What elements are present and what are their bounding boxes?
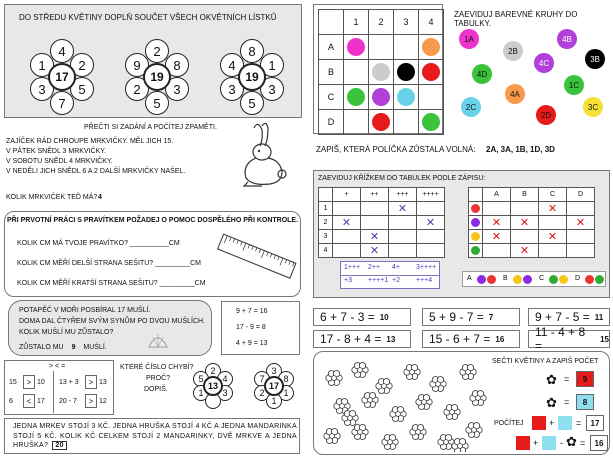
fruit-legend-dot bbox=[559, 275, 568, 284]
missing-petal: 1 bbox=[278, 385, 294, 401]
tally2-cell[interactable] bbox=[482, 229, 511, 244]
flower-petal: 5 bbox=[240, 91, 264, 115]
cross-mark: ✕ bbox=[491, 231, 502, 243]
ruler-icon bbox=[213, 232, 299, 284]
grid-cell[interactable] bbox=[343, 59, 369, 85]
tally2-cell[interactable] bbox=[566, 243, 595, 258]
tally-row-header: 2 bbox=[318, 215, 333, 230]
grid-cell[interactable] bbox=[393, 109, 419, 135]
grid-cell[interactable] bbox=[393, 84, 419, 110]
fruit-legend-letter: A bbox=[467, 275, 472, 282]
flower-petal: 3 bbox=[165, 77, 189, 101]
grid-color-dot bbox=[397, 88, 415, 106]
ruler-heading: PŘI PRVOTNÍ PRÁCI S PRAVÍTKEM POŽADEJ O POMOC DOSPĚLÉHO PŘI KONTROLE. bbox=[7, 217, 299, 224]
equation bbox=[422, 308, 520, 326]
count-answer-blue[interactable]: 8 bbox=[576, 394, 594, 410]
tally-title: ZAEVIDUJ KŘÍŽKEM DO TABULEK PODLE ZÁPISU: bbox=[318, 175, 486, 182]
grid-col-header: 2 bbox=[368, 9, 394, 35]
rabbit-line: V SOBOTU SNĚDL 4 MRKVIČKY. bbox=[6, 158, 113, 165]
fruit-legend-letter: B bbox=[503, 275, 508, 282]
fruit-legend-dot bbox=[477, 275, 486, 284]
circle-2B: 2B bbox=[503, 41, 523, 61]
blue-square bbox=[542, 436, 556, 450]
circle-2C: 2C bbox=[461, 97, 481, 117]
equals-sign: = bbox=[580, 438, 586, 448]
legend-item: +2 bbox=[392, 277, 400, 284]
equation bbox=[528, 308, 610, 326]
flower-icon: ✿ bbox=[546, 372, 557, 387]
flower-center[interactable]: 17 bbox=[48, 63, 76, 91]
compare-panel bbox=[4, 360, 114, 415]
color-grid-panel bbox=[313, 4, 443, 134]
fruit-legend-letter: C bbox=[539, 275, 545, 282]
rabbit-line: ZAJÍČEK RÁD CHROUPE MRKVIČKY. MĚL JICH 15. bbox=[6, 138, 174, 145]
circle-1A: 1A bbox=[459, 29, 479, 49]
equals-sign: = bbox=[564, 397, 570, 407]
grid-color-dot bbox=[347, 38, 365, 56]
flower-sum-title: DO STŘEDU KVĚTINY DOPLŇ SOUČET VŠECH OKVĚTNÍCH LÍSTKŮ bbox=[19, 13, 277, 22]
tally2-cell[interactable] bbox=[538, 215, 567, 230]
tally2-cell[interactable] bbox=[510, 215, 539, 230]
tally2-header: B bbox=[510, 187, 539, 202]
tally2-cell bbox=[468, 187, 483, 202]
grid-cell[interactable] bbox=[368, 34, 394, 60]
missing-petal: 3 bbox=[217, 385, 233, 401]
tally-cell[interactable] bbox=[332, 229, 361, 244]
tally-legend bbox=[340, 261, 440, 289]
cross-mark: ✕ bbox=[519, 245, 530, 257]
tally2-cell[interactable] bbox=[538, 229, 567, 244]
flower-petal: 4 bbox=[220, 53, 244, 77]
tally2-cell[interactable] bbox=[566, 215, 595, 230]
equation bbox=[422, 330, 520, 348]
fruit-panel bbox=[4, 418, 300, 454]
grid-cell[interactable] bbox=[368, 84, 394, 110]
fruit-icon bbox=[468, 243, 483, 258]
equation-text: 11 - 4 + 8 = bbox=[535, 325, 586, 353]
tally-header: ++ bbox=[360, 187, 389, 202]
flower-petal: 4 bbox=[50, 39, 74, 63]
circle-3B: 3B bbox=[585, 49, 605, 69]
count-panel bbox=[313, 351, 610, 455]
rabbit-icon bbox=[232, 120, 294, 190]
missing-petal: 2 bbox=[205, 363, 221, 379]
tally2-cell[interactable] bbox=[482, 201, 511, 216]
tally2-header: A bbox=[482, 187, 511, 202]
rabbit-line: V PÁTEK SNĚDL 3 MRKVIČKY. bbox=[6, 148, 106, 155]
grid-cell[interactable] bbox=[343, 84, 369, 110]
equation-text: 9 + 7 - 5 = bbox=[535, 310, 590, 324]
tally-cell[interactable] bbox=[360, 229, 389, 244]
tally2-cell[interactable] bbox=[510, 243, 539, 258]
fruit-dot bbox=[471, 232, 480, 241]
tally-cell[interactable] bbox=[388, 229, 417, 244]
shells-calc-box bbox=[221, 301, 300, 355]
grid-color-dot bbox=[422, 113, 440, 131]
tally-header: +++ bbox=[388, 187, 417, 202]
red-square bbox=[516, 436, 530, 450]
flower-petal: 2 bbox=[125, 77, 149, 101]
grid-color-dot bbox=[372, 113, 390, 131]
missing-petal: 7 bbox=[254, 371, 270, 387]
equals-sign: = bbox=[576, 418, 582, 428]
count-result-1[interactable]: 17 bbox=[586, 415, 604, 431]
minus-sign: - bbox=[560, 438, 563, 448]
flower-petal: 7 bbox=[50, 91, 74, 115]
grid-cell[interactable] bbox=[418, 59, 444, 85]
flower-icon: ✿ bbox=[546, 395, 557, 410]
flower-petal: 3 bbox=[220, 77, 244, 101]
tally-cell[interactable] bbox=[388, 215, 417, 230]
shells-line: KOLIK MUŠLÍ MU ZŮSTALO? bbox=[19, 329, 114, 336]
tally-cell[interactable] bbox=[388, 243, 417, 258]
flower-petal: 3 bbox=[260, 77, 284, 101]
grid-row-header: C bbox=[318, 84, 344, 110]
flower-petal: 2 bbox=[145, 39, 169, 63]
compare-left: 20 - 7 bbox=[59, 398, 77, 405]
legend-item: 3++++ bbox=[416, 264, 437, 271]
grid-cell[interactable] bbox=[393, 34, 419, 60]
grid-cell[interactable] bbox=[368, 109, 394, 135]
fruit-text bbox=[13, 422, 297, 451]
tally2-cell[interactable] bbox=[482, 243, 511, 258]
cross-mark: ✕ bbox=[547, 203, 558, 215]
shells-line: POTAPĚČ V MOŘI POSBÍRAL 17 MUŠLÍ. bbox=[19, 307, 151, 314]
cross-mark: ✕ bbox=[491, 217, 502, 229]
shell-icon bbox=[147, 331, 169, 351]
equation bbox=[313, 308, 411, 326]
missing-petal: 1 bbox=[193, 385, 209, 401]
equation bbox=[528, 325, 610, 353]
legend-divider bbox=[341, 275, 439, 276]
equation-answer[interactable]: 15 bbox=[600, 334, 609, 344]
fruit-legend-dot bbox=[595, 275, 604, 284]
missing-petal: 4 bbox=[217, 371, 233, 387]
tally2-cell[interactable] bbox=[566, 229, 595, 244]
fruit-dot bbox=[471, 204, 480, 213]
fruit-icon bbox=[468, 201, 483, 216]
missing-petal: 1 bbox=[266, 393, 282, 409]
missing-petal: 5 bbox=[193, 371, 209, 387]
count-label: POČÍTEJ bbox=[494, 420, 524, 427]
ruler-question-1[interactable]: KOLIK CM MÁ TVOJE PRAVÍTKO? __________CM bbox=[17, 240, 180, 247]
circle-2D: 2D bbox=[536, 105, 556, 125]
plus-sign: + bbox=[549, 418, 555, 428]
tally-cell bbox=[318, 187, 333, 202]
equation-answer[interactable]: 7 bbox=[488, 312, 494, 322]
grid-color-dot bbox=[397, 63, 415, 81]
circle-4C: 4C bbox=[534, 53, 554, 73]
missing-question: KTERÉ ČÍSLO CHYBÍ? bbox=[120, 364, 194, 371]
tally2-cell[interactable] bbox=[538, 243, 567, 258]
grid-cell[interactable] bbox=[368, 59, 394, 85]
flower-petal: 1 bbox=[260, 53, 284, 77]
legend-item: ++++1 bbox=[368, 277, 389, 284]
flower-petal: 1 bbox=[30, 53, 54, 77]
equation bbox=[313, 330, 411, 348]
missing-why: PROČ? bbox=[146, 375, 171, 382]
grid-cell[interactable] bbox=[343, 109, 369, 135]
tally2-cell[interactable] bbox=[510, 201, 539, 216]
compare-right: 17 bbox=[37, 398, 45, 405]
shells-calc-1: 9 + 7 = 16 bbox=[236, 308, 268, 315]
compare-left: 15 bbox=[9, 379, 17, 386]
equation-text: 6 + 7 - 3 = bbox=[320, 310, 375, 324]
blue-square bbox=[558, 416, 572, 430]
tally2-header: D bbox=[566, 187, 595, 202]
tally-cell[interactable] bbox=[416, 243, 445, 258]
fruit-legend-letter: D bbox=[575, 275, 581, 282]
fruit-legend bbox=[462, 271, 606, 287]
flower-icon: ✿ bbox=[566, 434, 577, 449]
free-cells-question: ZAPIŠ, KTERÁ POLÍČKA ZŮSTALA VOLNÁ: bbox=[316, 145, 476, 154]
compare-right: 13 bbox=[99, 379, 107, 386]
fruit-question: JEDNA MRKEV STOJÍ 3 KČ. JEDNA HRUŠKA STOJÍ 4 KČ A JEDNA MANDARINKA STOJÍ 5 KČ. KOLIK KČ CELKEM STOJÍ 2 MANDARINKY, DVĚ MRKVE A JEDNA HRUŠKA? bbox=[13, 423, 297, 449]
cross-mark: ✕ bbox=[519, 217, 530, 229]
count-answer-red[interactable]: 9 bbox=[576, 371, 594, 387]
rabbit-answer[interactable]: 4 bbox=[98, 194, 102, 201]
cross-mark: ✕ bbox=[547, 231, 558, 243]
compare-sign[interactable]: > bbox=[85, 375, 97, 389]
compare-left: 6 bbox=[9, 398, 13, 405]
missing-petal: 3 bbox=[266, 363, 282, 379]
flower-petal: 5 bbox=[145, 91, 169, 115]
ruler-panel bbox=[4, 211, 301, 297]
tally-cell[interactable] bbox=[360, 201, 389, 216]
cross-mark: ✕ bbox=[341, 217, 352, 229]
grid-cell bbox=[318, 9, 344, 35]
flower-center[interactable]: 19 bbox=[143, 63, 171, 91]
compare-sign[interactable]: > bbox=[85, 394, 97, 408]
missing-petal: 2 bbox=[254, 385, 270, 401]
compare-sign[interactable]: < bbox=[23, 394, 35, 408]
cross-mark: ✕ bbox=[397, 203, 408, 215]
cross-mark: ✕ bbox=[369, 245, 380, 257]
grid-row-header: B bbox=[318, 59, 344, 85]
flower-petal: 8 bbox=[165, 53, 189, 77]
tally2-cell[interactable] bbox=[510, 229, 539, 244]
fruit-answer[interactable]: 20 bbox=[52, 441, 66, 450]
fruit-icon bbox=[468, 229, 483, 244]
tally-cell[interactable] bbox=[416, 229, 445, 244]
flower-petal: 2 bbox=[70, 53, 94, 77]
shells-remain-unit: MUŠLÍ. bbox=[83, 344, 107, 351]
tally-cell[interactable] bbox=[416, 201, 445, 216]
compare-right: 12 bbox=[99, 398, 107, 405]
circle-1C: 1C bbox=[564, 75, 584, 95]
grid-cell[interactable] bbox=[418, 109, 444, 135]
fruit-legend-dot bbox=[549, 275, 558, 284]
count-title: SEČTI KVĚTINY A ZAPIŠ POČET bbox=[492, 358, 599, 365]
rabbit-question: KOLIK MRKVIČEK TEĎ MÁ? bbox=[6, 194, 98, 201]
tally2-header: C bbox=[538, 187, 567, 202]
count-result-2[interactable]: 16 bbox=[590, 435, 608, 451]
flower-petal: 8 bbox=[240, 39, 264, 63]
cross-mark: ✕ bbox=[369, 231, 380, 243]
shells-calc-2: 17 - 9 = 8 bbox=[236, 324, 266, 331]
tally-cell[interactable] bbox=[360, 243, 389, 258]
circle-3C: 3C bbox=[583, 97, 603, 117]
plus-sign: + bbox=[533, 438, 539, 448]
flower-center[interactable]: 19 bbox=[238, 63, 266, 91]
circle-4A: 4A bbox=[505, 84, 525, 104]
shells-panel bbox=[8, 300, 212, 356]
circle-4D: 4D bbox=[472, 64, 492, 84]
circles-title: ZAEVIDUJ BAREVNÉ KRUHY DO TABULKY. bbox=[454, 10, 578, 28]
shells-remain-label: ZŮSTALO MU bbox=[19, 344, 64, 351]
grid-color-dot bbox=[422, 38, 440, 56]
equation-answer[interactable]: 13 bbox=[386, 334, 396, 344]
fruit-legend-dot bbox=[487, 275, 496, 284]
grid-col-header: 3 bbox=[393, 9, 419, 35]
tally-cell[interactable] bbox=[332, 215, 361, 230]
legend-item: 4+ bbox=[392, 264, 400, 271]
compare-header: > < = bbox=[49, 363, 66, 370]
tally2-cell[interactable] bbox=[566, 201, 595, 216]
grid-color-dot bbox=[372, 88, 390, 106]
shells-remain bbox=[19, 344, 107, 351]
compare-right: 10 bbox=[37, 379, 45, 386]
tally-header: + bbox=[332, 187, 361, 202]
flower-petal: 5 bbox=[70, 77, 94, 101]
rabbit-line: V NEDĚLI JICH SNĚDL 6 A 2 DALŠÍ MRKVIČKY NAŠEL. bbox=[6, 168, 186, 175]
grid-col-header: 4 bbox=[418, 9, 444, 35]
tally2-cell[interactable] bbox=[482, 215, 511, 230]
shells-calc-3: 4 + 9 = 13 bbox=[236, 340, 268, 347]
fruit-legend-dot bbox=[513, 275, 522, 284]
tally-cell[interactable] bbox=[332, 243, 361, 258]
missing-write: DOPIŠ. bbox=[144, 386, 168, 393]
compare-divider bbox=[53, 371, 54, 413]
tally-row-header: 4 bbox=[318, 243, 333, 258]
free-cells-answer[interactable]: 2A, 3A, 1B, 1D, 3D bbox=[486, 145, 555, 154]
grid-color-dot bbox=[372, 63, 390, 81]
tally-cell[interactable] bbox=[388, 201, 417, 216]
equation-answer[interactable]: 10 bbox=[379, 312, 389, 322]
compare-left: 13 + 3 bbox=[59, 379, 79, 386]
equation-answer[interactable]: 11 bbox=[594, 312, 604, 322]
equation-text: 15 - 6 + 7 = bbox=[429, 332, 491, 346]
grid-row-header: A bbox=[318, 34, 344, 60]
cross-mark: ✕ bbox=[575, 217, 586, 229]
fruit-dot bbox=[471, 218, 480, 227]
legend-item: 2++ bbox=[368, 264, 381, 271]
legend-item: +3 bbox=[344, 277, 352, 284]
shells-remain-value[interactable]: 9 bbox=[71, 344, 76, 351]
grid-cell[interactable] bbox=[393, 59, 419, 85]
ruler-question-2[interactable]: KOLIK CM MĚŘÍ DELŠÍ STRANA SEŠITU? _________CM bbox=[17, 260, 202, 267]
missing-center: 13 bbox=[203, 376, 223, 396]
shells-line: DOMA DAL ČTYŘEM SVÝM SYNŮM PO DVOU MUŠLÍCH. bbox=[19, 318, 206, 325]
red-square bbox=[532, 416, 546, 430]
grid-cell[interactable] bbox=[343, 34, 369, 60]
flower-sum-panel bbox=[4, 4, 302, 118]
missing-center: 17 bbox=[264, 376, 284, 396]
grid-color-dot bbox=[347, 88, 365, 106]
flower-petal: 9 bbox=[125, 53, 149, 77]
missing-petal: 8 bbox=[278, 371, 294, 387]
count-flowers-icon bbox=[320, 358, 490, 452]
grid-col-header: 1 bbox=[343, 9, 369, 35]
tally-row-header: 1 bbox=[318, 201, 333, 216]
tally2-cell[interactable] bbox=[538, 201, 567, 216]
tally-panel bbox=[313, 170, 610, 298]
compare-sign[interactable]: > bbox=[23, 375, 35, 389]
grid-row-header: D bbox=[318, 109, 344, 135]
legend-item: +++4 bbox=[416, 277, 433, 284]
cross-mark: ✕ bbox=[425, 217, 436, 229]
tally-row-header: 3 bbox=[318, 229, 333, 244]
equals-sign: = bbox=[564, 374, 570, 384]
fruit-dot bbox=[471, 246, 480, 255]
tally-cell[interactable] bbox=[416, 215, 445, 230]
fruit-legend-dot bbox=[585, 275, 594, 284]
ruler-question-3[interactable]: KOLIK CM MĚŘÍ KRATŠÍ STRANA SEŠITU? _________CM bbox=[17, 280, 206, 287]
fruit-legend-dot bbox=[523, 275, 532, 284]
equation-text: 5 + 9 - 7 = bbox=[429, 310, 484, 324]
flower-petal: 3 bbox=[30, 77, 54, 101]
tally-cell[interactable] bbox=[360, 215, 389, 230]
tally-header: ++++ bbox=[416, 187, 445, 202]
grid-color-dot bbox=[422, 63, 440, 81]
grid-cell[interactable] bbox=[418, 34, 444, 60]
fruit-icon bbox=[468, 215, 483, 230]
tally-cell[interactable] bbox=[332, 201, 361, 216]
equation-text: 17 - 8 + 4 = bbox=[320, 332, 382, 346]
legend-item: 1+++ bbox=[344, 264, 361, 271]
grid-cell[interactable] bbox=[418, 84, 444, 110]
circle-4B: 4B bbox=[557, 29, 577, 49]
rabbit-heading: PŘEČTI SI ZADÁNÍ A POČÍTEJ ZPAMĚTI. bbox=[84, 124, 217, 131]
equation-answer[interactable]: 16 bbox=[495, 334, 505, 344]
